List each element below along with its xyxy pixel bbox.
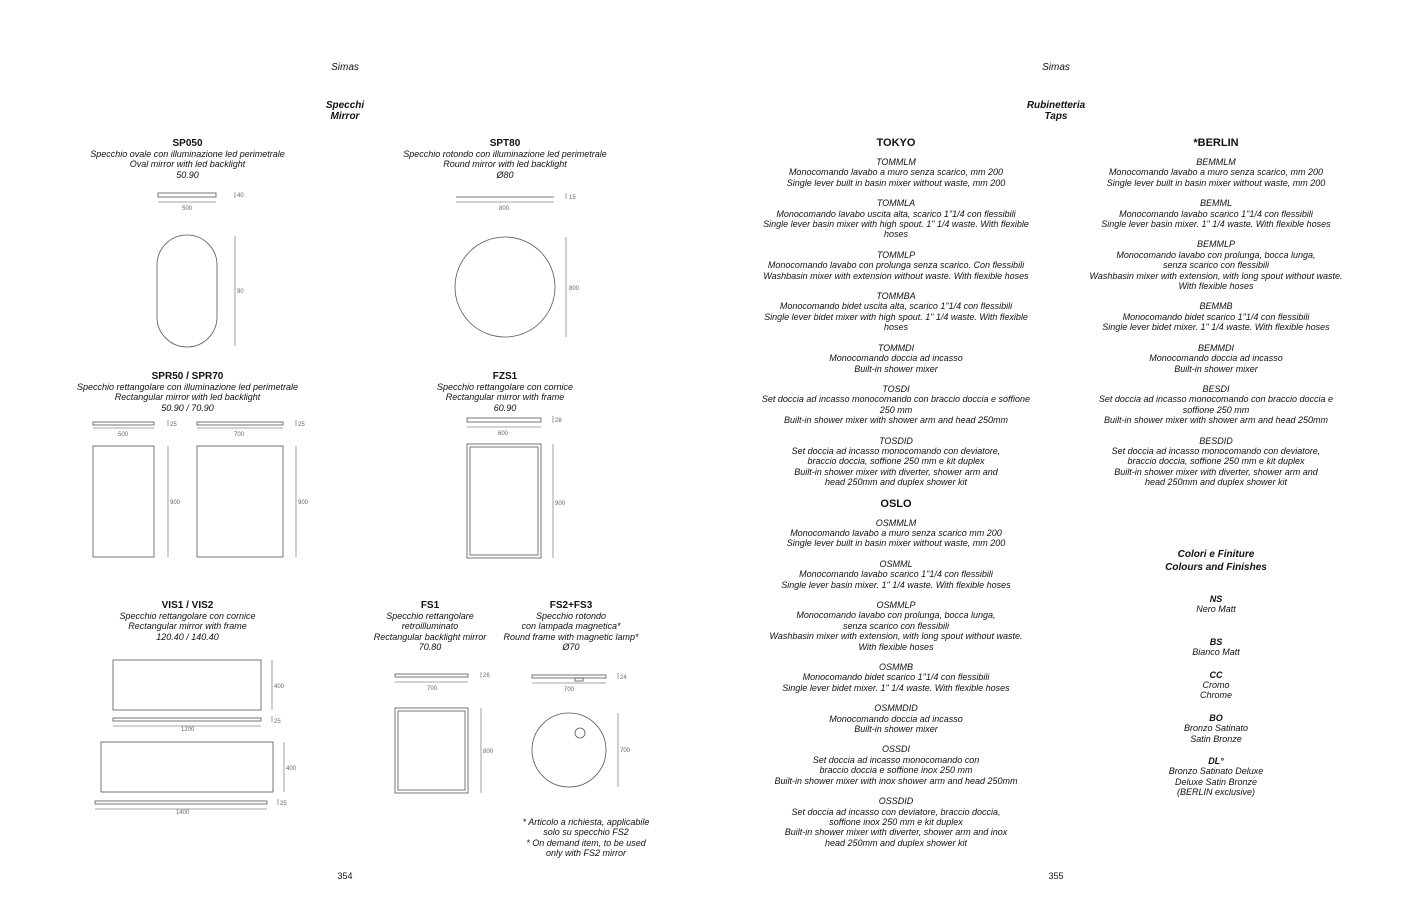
product-code: SP050 [172, 138, 203, 149]
dim-label: 90 [237, 289, 244, 295]
tap-desc: Built-in shower mixer [854, 724, 938, 735]
finish-name: Deluxe Satin Bronze [1174, 776, 1258, 787]
tap-item [756, 250, 1036, 281]
finish-code: NS [1209, 594, 1223, 604]
product-desc-en: Rectangular mirror with led backlight [114, 392, 261, 403]
tap-code: OSMMB [878, 662, 913, 673]
tap-item [756, 343, 1036, 374]
product-code: FS1 [420, 600, 440, 611]
product-size: 70.80 [418, 642, 442, 653]
tap-desc: Built-in shower mixer with diverter, shower arm and [794, 466, 998, 477]
vis1-front-view [113, 660, 261, 710]
tap-item [756, 600, 1036, 652]
tap-item [756, 559, 1036, 590]
dim-label: 25 [274, 719, 281, 725]
page-number-left: 354 [337, 871, 353, 881]
section-title-it: Rubinetteria [1026, 100, 1086, 111]
tap-desc: Monocomando bidet scarico 1"1/4 con flessibili [802, 672, 990, 683]
product-desc-it: Specchio rotondo [535, 611, 607, 621]
tap-desc: Monocomando lavabo a muro senza scarico, mm 200 [1108, 167, 1324, 178]
product-desc-it-2: con lampada magnetica* [521, 621, 621, 632]
finish-name: Bronzo Satinato [1183, 723, 1249, 734]
dim-label: 500 [182, 206, 193, 212]
dim-label: 700 [427, 686, 438, 692]
finish-item [1136, 756, 1296, 798]
dim-label: 800 [499, 206, 510, 212]
finish-name: (BERLIN exclusive) [1176, 787, 1256, 798]
finish-code: BS [1209, 636, 1223, 647]
fs2-drawing [532, 673, 631, 787]
dim-label: 800 [569, 286, 580, 292]
product-size: Ø80 [496, 169, 514, 180]
fzs1-side-view [467, 418, 541, 422]
tap-desc: Set doccia ad incasso monocomando con deviatore, [1111, 445, 1321, 456]
fs1-front-view [395, 708, 468, 793]
tap-code: OSMMDID [874, 703, 918, 714]
product-desc-it-2: retroilluminato [401, 621, 459, 632]
fs1-drawing [395, 672, 494, 793]
tap-desc: Monocomando bidet scarico 1"1/4 con flessibili [1122, 311, 1310, 322]
tap-desc: With flexible hoses [1178, 281, 1254, 292]
finishes-title-en: Colours and Finishes [1165, 561, 1267, 573]
tap-desc: Monocomando lavabo a muro senza scarico, mm 200 [788, 167, 1004, 178]
fzs1-frame-inner [470, 447, 538, 555]
tap-item [1076, 301, 1356, 332]
finish-item [1136, 637, 1296, 658]
vis1-side-view [113, 718, 261, 721]
tap-item [1076, 384, 1356, 426]
tap-item [756, 384, 1036, 426]
product-code: SPT80 [489, 138, 521, 149]
section-title-it: Specchi [325, 100, 365, 111]
tap-desc: Monocomando lavabo con prolunga senza scarico. Con flessibili [767, 260, 1025, 271]
tap-desc: Monocomando doccia ad incasso [1149, 353, 1283, 364]
tap-item [1076, 239, 1356, 291]
dim-label: 900 [555, 501, 566, 507]
tap-desc: Washbasin mixer with extension without waste. With flexible hoses [763, 270, 1029, 281]
product-code: FZS1 [492, 371, 518, 382]
tap-desc: Monocomando doccia ad incasso [829, 353, 963, 364]
tap-desc: braccio doccia, soffione 250 mm e kit duplex [1127, 456, 1305, 467]
tap-item [756, 436, 1036, 488]
tap-desc: Monocomando bidet uscita alta, scarico 1"1/4 con flessibili [779, 301, 1013, 312]
product-desc-it: Specchio ovale con illuminazione led perimetrale [90, 149, 285, 159]
tap-code: BEMMLM [1196, 157, 1236, 167]
spr70-side-view [197, 422, 283, 425]
tokyo-column [756, 137, 1036, 848]
finish-name: Bronzo Satinato Deluxe [1168, 766, 1264, 777]
finish-name: Nero Matt [1196, 604, 1236, 615]
tap-desc: Single lever bidet mixer with high spout. 1" 1/4 waste. With flexible [764, 311, 1028, 322]
finish-code: DL° [1208, 756, 1224, 767]
finish-code: BO [1209, 712, 1223, 723]
tap-desc: Built-in shower mixer with inox shower arm and head 250mm [774, 775, 1018, 786]
tap-code: OSSDID [878, 796, 914, 807]
product-size: 50.90 [176, 169, 199, 180]
tap-item [756, 518, 1036, 549]
tap-desc: Monocomando doccia ad incasso [829, 713, 963, 724]
tap-item [1076, 157, 1356, 188]
tap-desc: senza scarico con flessibili [1162, 260, 1270, 271]
footnote-line: * Articolo a richiesta, applicabile [522, 817, 650, 827]
tap-code: OSSDI [881, 744, 910, 755]
dim-label: 25 [298, 422, 305, 428]
spr50-front-view [93, 446, 154, 557]
spt80-drawing [455, 193, 580, 337]
footnote-line: only with FS2 mirror [545, 848, 626, 859]
tap-desc: Monocomando lavabo a muro senza scarico mm 200 [790, 527, 1002, 538]
finish-code: CC [1209, 669, 1223, 680]
tap-desc: Monocomando lavabo uscita alta, scarico 1"1/4 con flessibili [776, 208, 1016, 219]
tap-desc: With flexible hoses [858, 641, 934, 652]
product-desc-it: Specchio rettangolare con cornice [119, 611, 256, 621]
tap-desc: Set doccia ad incasso con deviatore, braccio doccia, [791, 806, 1001, 817]
finish-name: Satin Bronze [1190, 733, 1242, 744]
fs2-lamp-side [575, 678, 583, 681]
tap-code: BEMML [1199, 198, 1232, 209]
dim-label: 24 [620, 675, 627, 681]
tap-code: OSMML [879, 558, 913, 569]
fzs1-drawing [467, 416, 566, 558]
dim-label: 700 [234, 432, 245, 438]
tap-desc: Built-in shower mixer with diverter, shower arm and [1114, 466, 1318, 477]
tap-code: TOSDID [879, 435, 913, 446]
tap-item [756, 796, 1036, 848]
sp050-drawing [157, 192, 244, 347]
tap-desc: Set doccia ad incasso monocomando con deviatore, [791, 445, 1001, 456]
product-desc-en: Round mirror with led backlight [443, 159, 567, 170]
tap-desc: Set doccia ad incasso monocomando con [812, 754, 980, 765]
tap-desc: senza scarico con flessibili [842, 620, 950, 631]
dim-label: 25 [170, 422, 177, 428]
product-desc-en: Rectangular mirror with frame [445, 392, 565, 403]
dim-label: 700 [564, 687, 575, 693]
fzs1-front-view [467, 444, 541, 558]
tap-code: BEMMLP [1196, 239, 1235, 250]
finishes-section [1136, 549, 1296, 798]
dim-label: 800 [483, 749, 494, 755]
product-size: 60.90 [493, 402, 517, 413]
tap-desc: Monocomando lavabo scarico 1"1/4 con flessibili [1119, 208, 1313, 219]
tap-desc: Single lever basin mixer with high spout. 1" 1/4 waste. With flexible [763, 219, 1029, 230]
tap-desc: Built-in shower mixer with diverter, shower arm and inox [784, 827, 1008, 838]
family-title-tokyo: TOKYO [876, 137, 916, 149]
dim-label: 900 [298, 500, 309, 506]
right-brand: Simas [1042, 62, 1070, 73]
sp050-front-view [157, 235, 217, 347]
finishes-title [1136, 549, 1296, 574]
product-desc-en: Oval mirror with led backlight [129, 159, 246, 170]
spr-drawing [93, 420, 309, 557]
tap-desc: head 250mm and duplex shower kit [824, 837, 968, 848]
berlin-column [1076, 137, 1356, 488]
finish-name: Bianco Matt [1192, 647, 1240, 658]
product-desc-en: Rectangular mirror with frame [128, 621, 247, 632]
tap-code: TOMMLM [876, 157, 916, 167]
tap-desc: soffione 250 mm [1182, 404, 1250, 415]
tap-desc: 250 mm [879, 404, 913, 415]
tap-desc: Built-in shower mixer [854, 363, 938, 374]
tap-code: BESDID [1199, 435, 1233, 446]
dim-label: 26 [483, 673, 490, 679]
vis-drawing [95, 660, 297, 816]
tap-desc: Built-in shower mixer with shower arm and head 250mm [1103, 415, 1329, 426]
tap-item [756, 662, 1036, 693]
tap-code: BEMMB [1199, 301, 1233, 312]
tap-desc: Monocomando lavabo con prolunga, bocca lunga, [1116, 249, 1316, 260]
tap-desc: braccio doccia, soffione 250 mm e kit duplex [807, 456, 985, 467]
tap-desc: Built-in shower mixer with shower arm and head 250mm [783, 415, 1009, 426]
tap-desc: head 250mm and duplex shower kit [824, 477, 968, 488]
finish-name: Chrome [1199, 690, 1232, 701]
product-desc-it: Specchio rettangolare con cornice [436, 382, 574, 392]
family-title-oslo: OSLO [880, 497, 912, 510]
tap-desc: hoses [883, 229, 909, 240]
dim-label: 15 [569, 195, 576, 201]
fs1-side-view [395, 674, 468, 677]
tap-desc: Washbasin mixer with extension, with long spout without waste. [769, 631, 1023, 642]
sp050-side-view [158, 193, 216, 197]
product-size: Ø70 [562, 642, 580, 653]
dim-label: 1400 [176, 810, 190, 816]
mirror-drawings [0, 0, 700, 904]
fs1-inner [398, 711, 465, 790]
product-desc-it: Specchio rotondo con illuminazione led perimetrale [403, 149, 607, 159]
dim-label: 500 [118, 432, 129, 438]
vis2-front-view [101, 742, 273, 792]
footnote-line: * On demand item, to be used [526, 837, 646, 848]
footnote-line: solo su specchio FS2 [543, 827, 629, 838]
tap-desc: Single lever basin mixer. 1" 1/4 waste. With flexible hoses [781, 579, 1011, 590]
tap-item [756, 157, 1036, 188]
tap-desc: soffione inox 250 mm e kit duplex [829, 816, 963, 827]
tap-code: BEMMDI [1198, 342, 1234, 353]
tap-desc: Single lever built in basin mixer without waste, mm 200 [786, 177, 1006, 188]
tap-desc: Single lever basin mixer. 1" 1/4 waste. With flexible hoses [1101, 219, 1331, 230]
finish-item [1136, 713, 1296, 744]
tap-code: OSMMLP [876, 600, 916, 610]
tap-desc: head 250mm and duplex shower kit [1144, 477, 1288, 488]
dim-label: 700 [620, 748, 631, 754]
tap-desc: braccio doccia e soffione inox 250 mm [819, 765, 973, 776]
tap-desc: Single lever bidet mixer. 1" 1/4 waste. With flexible hoses [1102, 322, 1330, 333]
finish-item [1136, 670, 1296, 701]
finishes-title-it: Colori e Finiture [1177, 549, 1255, 560]
tap-code: TOMMBA [876, 291, 916, 302]
tap-code: TOMMLP [876, 249, 916, 260]
product-code: SPR50 / SPR70 [151, 371, 224, 382]
dim-label: 400 [286, 766, 297, 772]
product-size: 50.90 / 70.90 [161, 402, 214, 413]
tap-desc: Washbasin mixer with extension, with long spout without waste. [1089, 270, 1343, 281]
fs2-side-view [532, 675, 606, 678]
right-section-title [1000, 100, 1112, 122]
dim-label: 28 [555, 418, 562, 424]
spr50-side-view [93, 422, 154, 425]
finish-item [1136, 594, 1296, 615]
left-brand: Simas [331, 62, 359, 73]
tap-desc: Single lever built in basin mixer without waste, mm 200 [1106, 177, 1326, 188]
tap-desc: Set doccia ad incasso monocomando con braccio doccia e soffione [761, 394, 1031, 405]
tap-code: TOSDI [882, 383, 910, 394]
tap-item [756, 291, 1036, 333]
dim-label: 400 [274, 684, 285, 690]
tap-desc: Set doccia ad incasso monocomando con braccio doccia e [1098, 394, 1334, 405]
page-number-right: 355 [1048, 871, 1064, 881]
finish-name: Cromo [1202, 680, 1230, 691]
tap-item [756, 198, 1036, 240]
tap-desc: Monocomando lavabo con prolunga, bocca lunga, [796, 610, 996, 621]
section-title-en: Mirror [330, 111, 360, 122]
tap-code: TOMMLA [876, 198, 916, 209]
product-size: 120.40 / 140.40 [156, 631, 219, 642]
tap-item [756, 744, 1036, 786]
tap-desc: Monocomando lavabo scarico 1"1/4 con flessibili [799, 569, 993, 580]
tap-item [1076, 343, 1356, 374]
section-title-en: Taps [1044, 111, 1068, 122]
spr70-front-view [197, 446, 283, 557]
product-desc-it: Specchio rettangolare [386, 611, 474, 621]
vis2-side-view [95, 801, 267, 804]
product-code: VIS1 / VIS2 [161, 600, 214, 611]
tap-desc: hoses [883, 322, 909, 333]
tap-item [756, 703, 1036, 734]
family-title-berlin: *BERLIN [1193, 137, 1239, 149]
spt80-front-view [455, 237, 555, 337]
tap-code: OSMMLM [875, 517, 917, 528]
fs2-lamp [575, 728, 585, 738]
tap-item [1076, 436, 1356, 488]
tap-desc: Built-in shower mixer [1174, 363, 1258, 374]
dim-label: 1200 [181, 727, 195, 733]
fs2-front-view [532, 713, 606, 787]
tap-code: TOMMDI [877, 342, 915, 353]
product-desc-en: Rectangular backlight mirror [373, 631, 487, 642]
dim-label: 600 [498, 431, 509, 437]
dim-label: 40 [237, 193, 244, 199]
product-desc-it: Specchio rettangolare con illuminazione led perimetrale [76, 382, 299, 392]
product-desc-en: Round frame with magnetic lamp* [503, 631, 639, 642]
tap-item [1076, 198, 1356, 229]
tap-desc: Single lever built in basin mixer without waste, mm 200 [786, 538, 1006, 549]
dim-label: 25 [280, 801, 287, 807]
dim-label: 900 [170, 500, 181, 506]
tap-desc: Single lever bidet mixer. 1" 1/4 waste. With flexible hoses [782, 682, 1010, 693]
product-code: FS2+FS3 [549, 600, 593, 611]
tap-code: BESDI [1202, 383, 1230, 394]
